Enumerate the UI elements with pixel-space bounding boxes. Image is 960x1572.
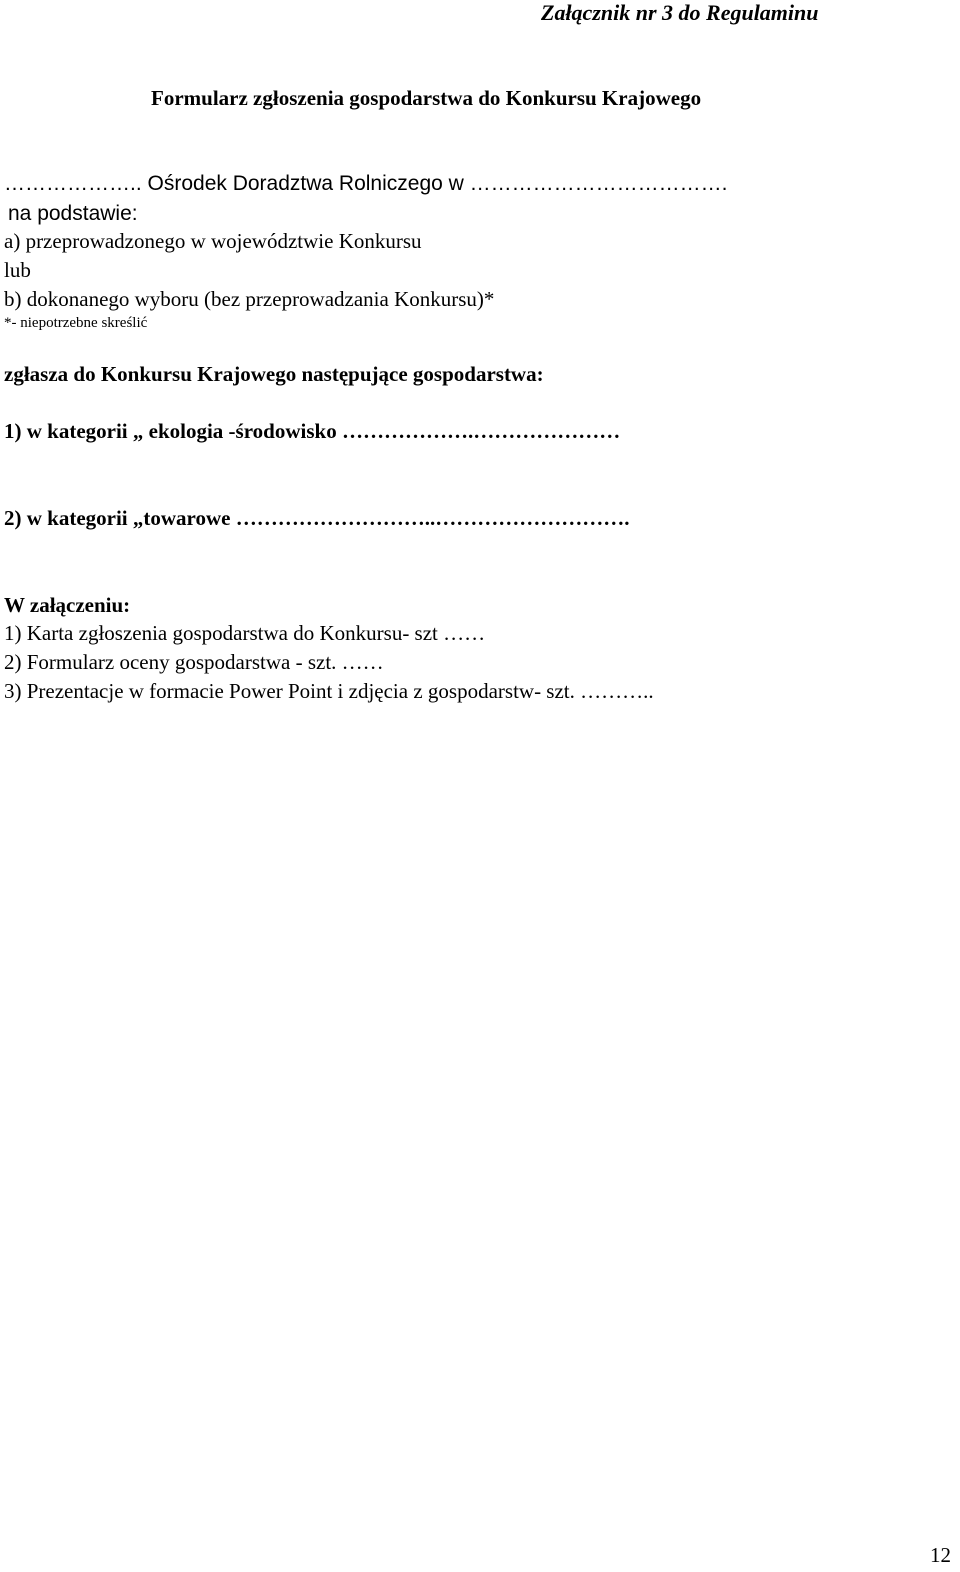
option-b: b) dokonanego wyboru (bez przeprowadzania Konkursu)* bbox=[4, 287, 495, 311]
attachments-label: W załączeniu: bbox=[4, 593, 131, 617]
attachment-item: 1) Karta zgłoszenia gospodarstwa do Konkursu- szt …… bbox=[4, 621, 486, 645]
page-number: 12 bbox=[930, 1543, 951, 1567]
category-commercial: 2) w kategorii „towarowe ………………………..………………………. bbox=[4, 506, 630, 530]
form-title: Formularz zgłoszenia gospodarstwa do Konkursu Krajowego bbox=[151, 86, 702, 110]
category-ecology: 1) w kategorii „ ekologia -środowisko ……………….………………… bbox=[4, 419, 621, 443]
advisory-center-line: ……………….. Ośrodek Doradztwa Rolniczego w ………………………………. bbox=[4, 172, 728, 195]
option-or: lub bbox=[4, 258, 31, 282]
option-a: a) przeprowadzonego w województwie Konkursu bbox=[4, 229, 422, 253]
submits-statement: zgłasza do Konkursu Krajowego następujące gospodarstwa: bbox=[4, 362, 544, 386]
annex-label: Załącznik nr 3 do Regulaminu bbox=[541, 0, 819, 25]
attachment-item: 2) Formularz oceny gospodarstwa - szt. …… bbox=[4, 650, 384, 674]
basis-label: na podstawie: bbox=[8, 202, 138, 225]
attachment-item: 3) Prezentacje w formacie Power Point i zdjęcia z gospodarstw- szt. ……….. bbox=[4, 679, 654, 703]
footnote: *- niepotrzebne skreślić bbox=[4, 315, 148, 331]
